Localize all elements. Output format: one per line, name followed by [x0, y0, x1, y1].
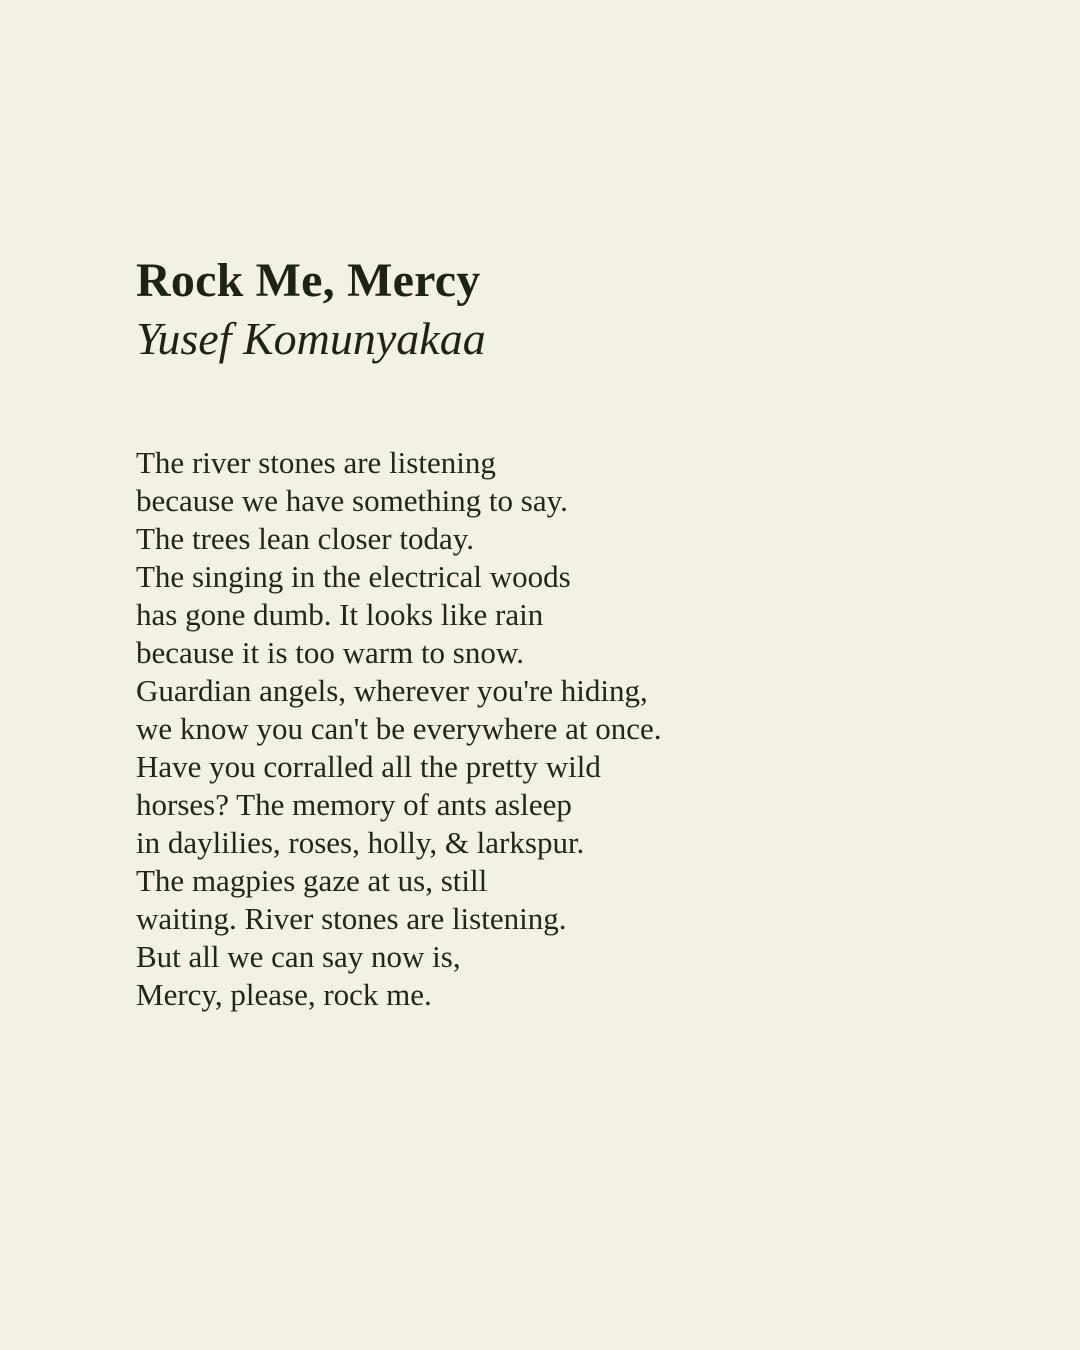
poem-line: But all we can say now is, [136, 939, 461, 974]
poem-line: The singing in the electrical woods [136, 559, 571, 594]
poem-line: horses? The memory of ants asleep [136, 787, 572, 822]
poem-author: Yusef Komunyakaa [136, 313, 486, 364]
poem-line: we know you can't be everywhere at once. [136, 711, 662, 746]
poem-line: in daylilies, roses, holly, & larkspur. [136, 825, 585, 860]
poem-line: because it is too warm to snow. [136, 635, 524, 670]
poem-line: The magpies gaze at us, still [136, 863, 488, 898]
poem-line: because we have something to say. [136, 483, 568, 518]
poem-body [136, 444, 996, 1014]
poem-line: Mercy, please, rock me. [136, 977, 432, 1012]
poem-line: Have you corralled all the pretty wild [136, 749, 601, 784]
poem-title: Rock Me, Mercy [136, 254, 481, 307]
poem-line: has gone dumb. It looks like rain [136, 597, 544, 632]
poem-line: The river stones are listening [136, 445, 496, 480]
poem-line: The trees lean closer today. [136, 521, 474, 556]
poem-line: waiting. River stones are listening. [136, 901, 567, 936]
poem-line: Guardian angels, wherever you're hiding, [136, 673, 648, 708]
poem-header [136, 252, 936, 368]
